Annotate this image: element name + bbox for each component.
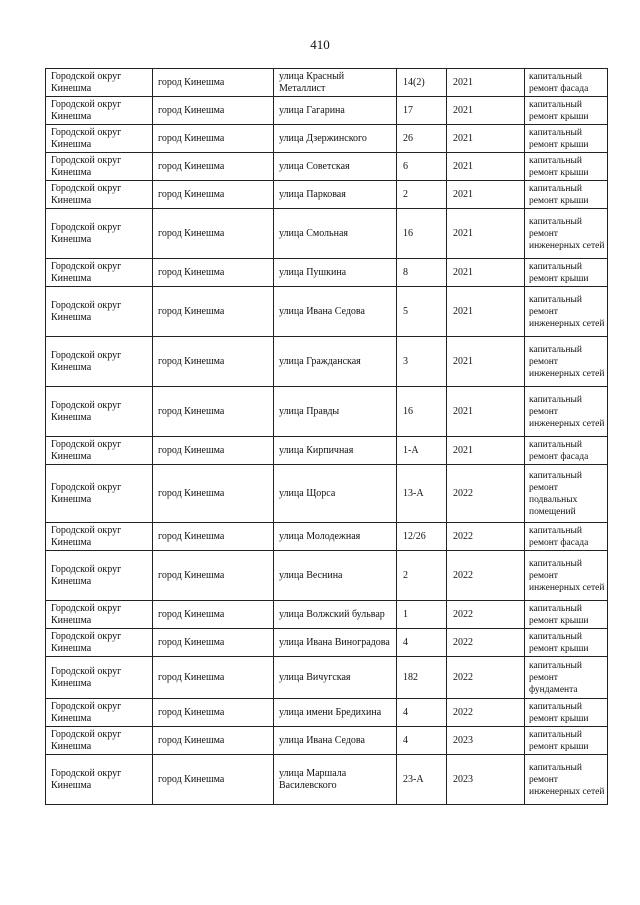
- house-number-cell: 13-А: [397, 465, 447, 523]
- year-cell: 2023: [447, 727, 525, 755]
- table-row: [46, 437, 608, 465]
- street-cell: улица Ивана Виноградова: [274, 629, 397, 657]
- repair-schedule-table: [45, 68, 608, 805]
- city-cell: город Кинешма: [153, 601, 274, 629]
- table-row: [46, 387, 608, 437]
- street-cell: улица Красный Металлист: [274, 69, 397, 97]
- page-number: 410: [310, 37, 330, 52]
- table-row: [46, 523, 608, 551]
- street-cell: улица Пушкина: [274, 259, 397, 287]
- work-type-cell: капитальный ремонт подвальных помещений: [525, 465, 608, 523]
- district-cell: Городской округ Кинешма: [46, 601, 153, 629]
- table-row: [46, 287, 608, 337]
- street-cell: улица Смольная: [274, 209, 397, 259]
- street-cell: улица Правды: [274, 387, 397, 437]
- city-cell: город Кинешма: [153, 437, 274, 465]
- work-type-cell: капитальный ремонт инженерных сетей: [525, 551, 608, 601]
- work-type-cell: капитальный ремонт крыши: [525, 181, 608, 209]
- work-type-cell: капитальный ремонт фундамента: [525, 657, 608, 699]
- house-number-cell: 17: [397, 97, 447, 125]
- year-cell: 2022: [447, 601, 525, 629]
- table-row: [46, 551, 608, 601]
- street-cell: улица Ивана Седова: [274, 287, 397, 337]
- city-cell: город Кинешма: [153, 465, 274, 523]
- city-cell: город Кинешма: [153, 181, 274, 209]
- table-row: [46, 209, 608, 259]
- work-type-cell: капитальный ремонт инженерных сетей: [525, 209, 608, 259]
- year-cell: 2022: [447, 551, 525, 601]
- district-cell: Городской округ Кинешма: [46, 657, 153, 699]
- year-cell: 2021: [447, 125, 525, 153]
- work-type-cell: капитальный ремонт крыши: [525, 601, 608, 629]
- city-cell: город Кинешма: [153, 69, 274, 97]
- work-type-cell: капитальный ремонт фасада: [525, 437, 608, 465]
- house-number-cell: 4: [397, 699, 447, 727]
- year-cell: 2021: [447, 259, 525, 287]
- district-cell: Городской округ Кинешма: [46, 551, 153, 601]
- city-cell: город Кинешма: [153, 523, 274, 551]
- street-cell: улица Вичугская: [274, 657, 397, 699]
- year-cell: 2022: [447, 465, 525, 523]
- year-cell: 2021: [447, 287, 525, 337]
- house-number-cell: 182: [397, 657, 447, 699]
- table-row: [46, 337, 608, 387]
- district-cell: Городской округ Кинешма: [46, 181, 153, 209]
- district-cell: Городской округ Кинешма: [46, 125, 153, 153]
- year-cell: 2021: [447, 153, 525, 181]
- table-row: [46, 629, 608, 657]
- work-type-cell: капитальный ремонт крыши: [525, 629, 608, 657]
- district-cell: Городской округ Кинешма: [46, 153, 153, 181]
- year-cell: 2022: [447, 523, 525, 551]
- city-cell: город Кинешма: [153, 287, 274, 337]
- city-cell: город Кинешма: [153, 97, 274, 125]
- street-cell: улица Советская: [274, 153, 397, 181]
- district-cell: Городской округ Кинешма: [46, 259, 153, 287]
- house-number-cell: 2: [397, 181, 447, 209]
- city-cell: город Кинешма: [153, 337, 274, 387]
- table-row: [46, 755, 608, 805]
- city-cell: город Кинешма: [153, 387, 274, 437]
- house-number-cell: 1: [397, 601, 447, 629]
- city-cell: город Кинешма: [153, 727, 274, 755]
- city-cell: город Кинешма: [153, 657, 274, 699]
- house-number-cell: 3: [397, 337, 447, 387]
- table-row: [46, 153, 608, 181]
- year-cell: 2021: [447, 97, 525, 125]
- house-number-cell: 4: [397, 727, 447, 755]
- work-type-cell: капитальный ремонт крыши: [525, 727, 608, 755]
- city-cell: город Кинешма: [153, 551, 274, 601]
- house-number-cell: 26: [397, 125, 447, 153]
- street-cell: улица Дзержинского: [274, 125, 397, 153]
- street-cell: улица Щорса: [274, 465, 397, 523]
- table-body: [46, 69, 608, 805]
- year-cell: 2022: [447, 629, 525, 657]
- year-cell: 2021: [447, 387, 525, 437]
- table-row: [46, 69, 608, 97]
- year-cell: 2021: [447, 69, 525, 97]
- district-cell: Городской округ Кинешма: [46, 755, 153, 805]
- street-cell: улица Кирпичная: [274, 437, 397, 465]
- work-type-cell: капитальный ремонт крыши: [525, 259, 608, 287]
- house-number-cell: 5: [397, 287, 447, 337]
- year-cell: 2021: [447, 209, 525, 259]
- street-cell: улица Волжский бульвар: [274, 601, 397, 629]
- work-type-cell: капитальный ремонт фасада: [525, 69, 608, 97]
- house-number-cell: 1-А: [397, 437, 447, 465]
- district-cell: Городской округ Кинешма: [46, 465, 153, 523]
- year-cell: 2021: [447, 337, 525, 387]
- street-cell: улица Ивана Седова: [274, 727, 397, 755]
- work-type-cell: капитальный ремонт крыши: [525, 97, 608, 125]
- table-row: [46, 97, 608, 125]
- street-cell: улица Гражданская: [274, 337, 397, 387]
- table-row: [46, 657, 608, 699]
- table-row: [46, 181, 608, 209]
- house-number-cell: 16: [397, 209, 447, 259]
- district-cell: Городской округ Кинешма: [46, 699, 153, 727]
- house-number-cell: 2: [397, 551, 447, 601]
- year-cell: 2021: [447, 437, 525, 465]
- year-cell: 2022: [447, 657, 525, 699]
- city-cell: город Кинешма: [153, 755, 274, 805]
- year-cell: 2022: [447, 699, 525, 727]
- district-cell: Городской округ Кинешма: [46, 629, 153, 657]
- street-cell: улица Маршала Василевского: [274, 755, 397, 805]
- table-row: [46, 601, 608, 629]
- year-cell: 2023: [447, 755, 525, 805]
- table-row: [46, 727, 608, 755]
- house-number-cell: 8: [397, 259, 447, 287]
- house-number-cell: 12/26: [397, 523, 447, 551]
- city-cell: город Кинешма: [153, 629, 274, 657]
- house-number-cell: 4: [397, 629, 447, 657]
- street-cell: улица Гагарина: [274, 97, 397, 125]
- district-cell: Городской округ Кинешма: [46, 727, 153, 755]
- city-cell: город Кинешма: [153, 125, 274, 153]
- work-type-cell: капитальный ремонт инженерных сетей: [525, 337, 608, 387]
- work-type-cell: капитальный ремонт инженерных сетей: [525, 287, 608, 337]
- work-type-cell: капитальный ремонт инженерных сетей: [525, 755, 608, 805]
- table-row: [46, 125, 608, 153]
- city-cell: город Кинешма: [153, 699, 274, 727]
- table-row: [46, 465, 608, 523]
- district-cell: Городской округ Кинешма: [46, 523, 153, 551]
- district-cell: Городской округ Кинешма: [46, 387, 153, 437]
- city-cell: город Кинешма: [153, 259, 274, 287]
- district-cell: Городской округ Кинешма: [46, 437, 153, 465]
- street-cell: улица Молодежная: [274, 523, 397, 551]
- work-type-cell: капитальный ремонт фасада: [525, 523, 608, 551]
- street-cell: улица имени Бредихина: [274, 699, 397, 727]
- house-number-cell: 14(2): [397, 69, 447, 97]
- house-number-cell: 16: [397, 387, 447, 437]
- year-cell: 2021: [447, 181, 525, 209]
- district-cell: Городской округ Кинешма: [46, 97, 153, 125]
- city-cell: город Кинешма: [153, 209, 274, 259]
- district-cell: Городской округ Кинешма: [46, 209, 153, 259]
- street-cell: улица Парковая: [274, 181, 397, 209]
- work-type-cell: капитальный ремонт крыши: [525, 125, 608, 153]
- house-number-cell: 23-А: [397, 755, 447, 805]
- street-cell: улица Веснина: [274, 551, 397, 601]
- work-type-cell: капитальный ремонт инженерных сетей: [525, 387, 608, 437]
- work-type-cell: капитальный ремонт крыши: [525, 153, 608, 181]
- table-row: [46, 259, 608, 287]
- district-cell: Городской округ Кинешма: [46, 337, 153, 387]
- district-cell: Городской округ Кинешма: [46, 287, 153, 337]
- house-number-cell: 6: [397, 153, 447, 181]
- district-cell: Городской округ Кинешма: [46, 69, 153, 97]
- table-row: [46, 699, 608, 727]
- work-type-cell: капитальный ремонт крыши: [525, 699, 608, 727]
- city-cell: город Кинешма: [153, 153, 274, 181]
